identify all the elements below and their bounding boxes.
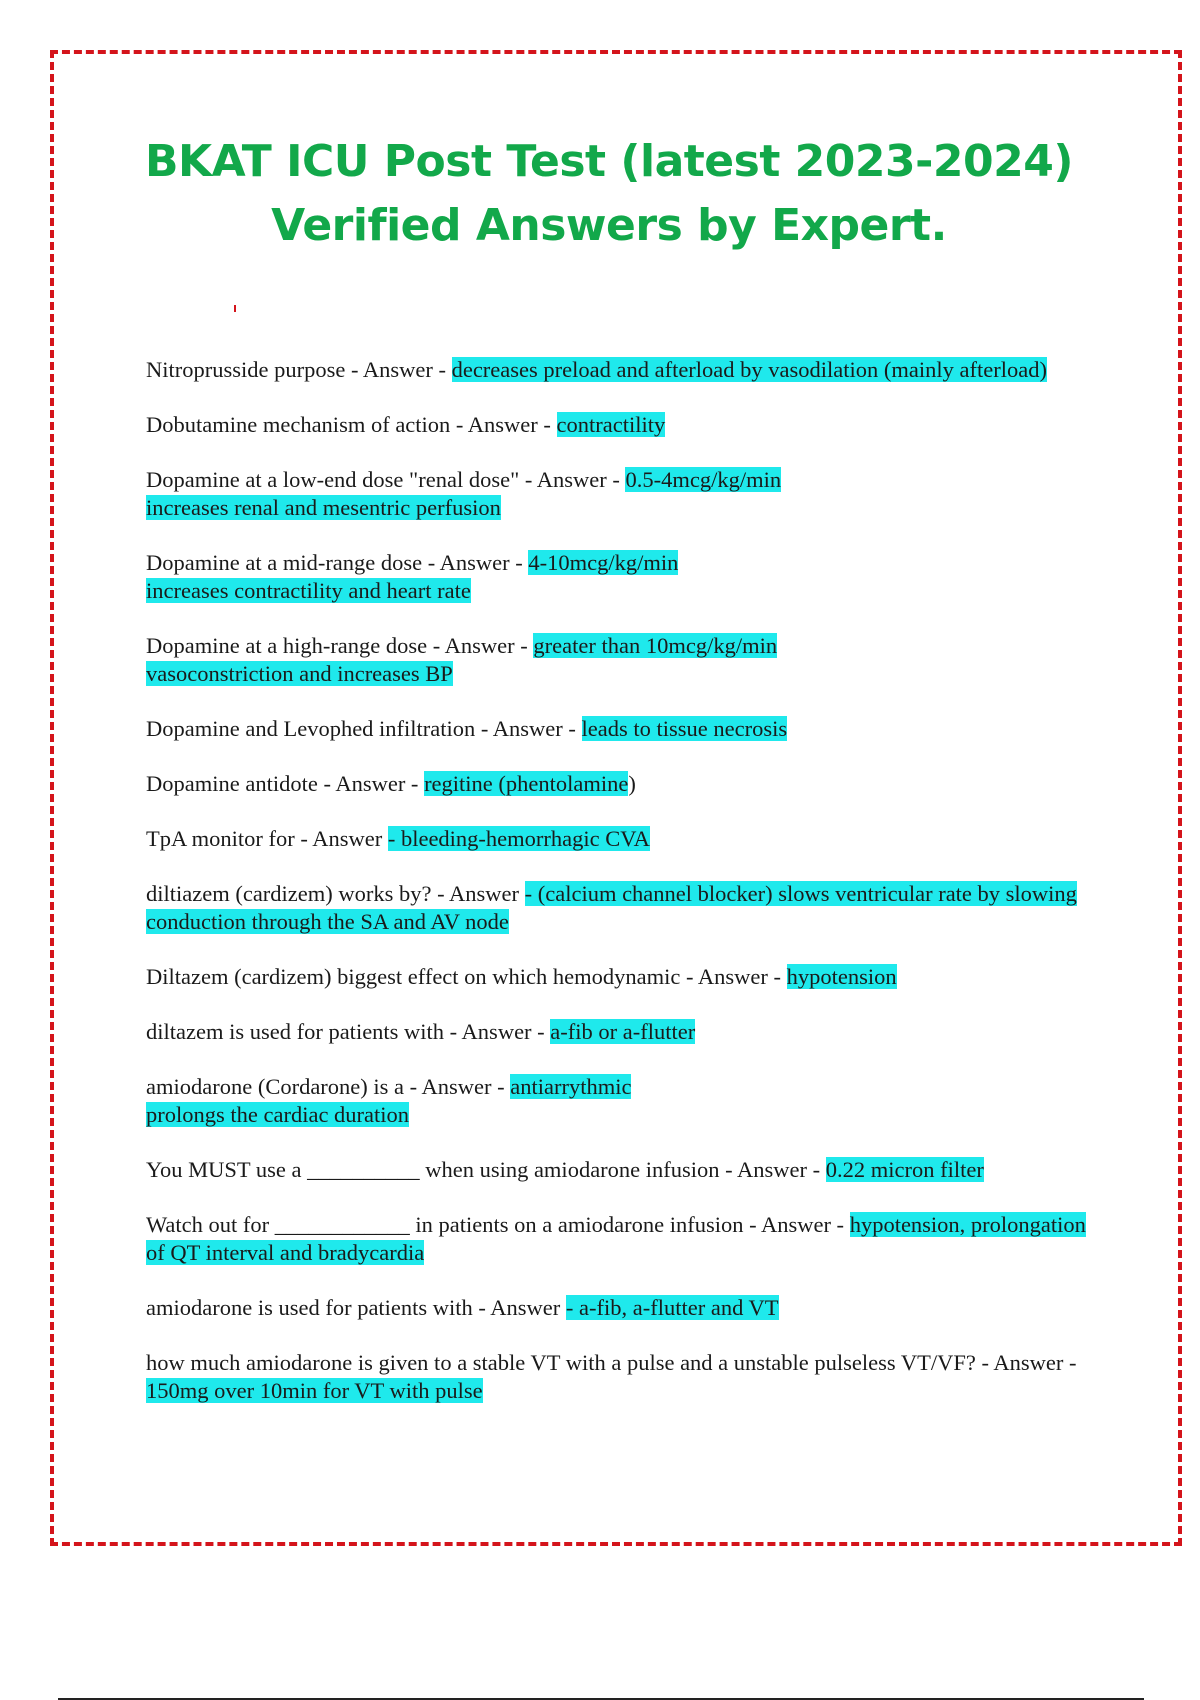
question-text: amiodarone (Cordarone) is a - Answer -: [146, 1074, 511, 1099]
question-text: Nitroprusside purpose - Answer -: [146, 357, 452, 382]
qa-item: [146, 1073, 1086, 1129]
answer-highlight: antiarrythmic: [510, 1074, 632, 1099]
question-text: diltazem is used for patients with - Answer -: [146, 1019, 551, 1044]
answer-highlight: 150mg over 10min for VT with pulse: [146, 1378, 483, 1403]
answer-highlight: hypotension: [786, 964, 897, 989]
answer-highlight: 0.5-4mcg/kg/min: [625, 467, 782, 492]
qa-item: [146, 1211, 1086, 1267]
qa-list: [146, 356, 1086, 1432]
qa-item: [146, 963, 1086, 991]
question-text: diltiazem (cardizem) works by? - Answer: [146, 881, 525, 906]
document-title: [144, 130, 1074, 258]
qa-item: [146, 466, 1086, 522]
answer-tail: ): [628, 771, 636, 796]
question-text: Dobutamine mechanism of action - Answer -: [146, 412, 557, 437]
question-text: Diltazem (cardizem) biggest effect on which hemodynamic - Answer -: [146, 964, 787, 989]
answer-highlight: contractility: [556, 412, 666, 437]
answer-highlight: greater than 10mcg/kg/min: [533, 633, 778, 658]
question-text: Dopamine and Levophed infiltration - Answer -: [146, 716, 582, 741]
qa-item: [146, 715, 1086, 743]
answer-highlight: - a-fib, a-flutter and VT: [565, 1295, 779, 1320]
qa-item: [146, 825, 1086, 853]
question-text: You MUST use a __________ when using amiodarone infusion - Answer -: [146, 1157, 826, 1182]
question-text: Watch out for ____________ in patients on a amiodarone infusion - Answer -: [146, 1212, 850, 1237]
answer-highlight: leads to tissue necrosis: [581, 716, 788, 741]
answer-highlight: 4-10mcg/kg/min: [528, 550, 679, 575]
title-line-2: Verified Answers by Expert.: [271, 200, 947, 251]
question-text: Dopamine at a low-end dose "renal dose" - Answer -: [146, 467, 626, 492]
answer-highlight-line-2: increases renal and mesentric perfusion: [146, 495, 501, 520]
qa-item: [146, 632, 1086, 688]
answer-highlight-line-2: increases contractility and heart rate: [146, 578, 471, 603]
answer-highlight-line-2: vasoconstriction and increases BP: [146, 661, 453, 686]
qa-item: [146, 356, 1086, 384]
question-text: how much amiodarone is given to a stable VT with a pulse and a unstable pulseless VT/VF? - Answer -: [146, 1350, 1077, 1375]
qa-item: [146, 411, 1086, 439]
qa-item: [146, 549, 1086, 605]
answer-highlight: - (calcium channel blocker) slows ventricular rate by slowing conduction through the SA and AV node: [146, 881, 1077, 934]
answer-highlight: 0.22 micron filter: [825, 1157, 984, 1182]
answer-highlight-line-2: prolongs the cardiac duration: [146, 1102, 410, 1127]
answer-highlight: hypotension, prolongation of QT interval and bradycardia: [146, 1212, 1086, 1265]
answer-highlight: decreases preload and afterload by vasodilation (mainly afterload): [451, 357, 1047, 382]
answer-highlight: a-fib or a-flutter: [550, 1019, 696, 1044]
answer-highlight: - bleeding-hemorrhagic CVA: [387, 826, 650, 851]
question-text: Dopamine at a high-range dose - Answer -: [146, 633, 534, 658]
red-tick-mark: [234, 305, 236, 312]
qa-item: [146, 1018, 1086, 1046]
question-text: amiodarone is used for patients with - Answer: [146, 1295, 566, 1320]
qa-item: [146, 880, 1086, 936]
qa-item: [146, 1294, 1086, 1322]
qa-item: [146, 1156, 1086, 1184]
qa-item: [146, 770, 1086, 798]
answer-highlight: regitine (phentolamine: [424, 771, 629, 796]
question-text: TpA monitor for - Answer: [146, 826, 388, 851]
title-line-1: BKAT ICU Post Test (latest 2023-2024): [145, 136, 1073, 187]
qa-item: [146, 1349, 1086, 1405]
question-text: Dopamine antidote - Answer -: [146, 771, 425, 796]
question-text: Dopamine at a mid-range dose - Answer -: [146, 550, 529, 575]
